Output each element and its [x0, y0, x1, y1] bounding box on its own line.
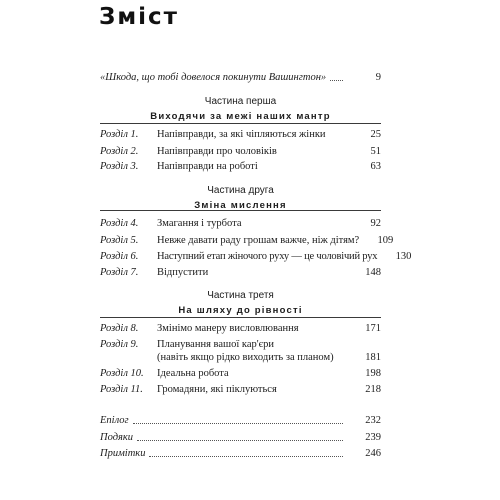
chapter-page: 130: [395, 251, 412, 262]
chapter-number: Розділ 6.: [100, 251, 139, 262]
toc-entry-epilogue[interactable]: [100, 414, 381, 427]
part-title: На шляху до рівності: [178, 305, 303, 316]
chapter-page: 171: [365, 323, 381, 334]
toc-entry-chapter-4[interactable]: [100, 217, 381, 230]
divider: [100, 123, 381, 124]
toc-entry-page: 9: [375, 72, 381, 83]
dot-leader: [330, 71, 343, 81]
chapter-title: Напівправди на роботі: [157, 161, 258, 172]
chapter-number: Розділ 8.: [100, 323, 139, 334]
dot-leader: [149, 447, 343, 457]
toc-entry-intro[interactable]: [100, 71, 381, 84]
toc-entry-chapter-5[interactable]: [100, 234, 394, 247]
part-label: Частина перша: [204, 96, 277, 107]
toc-entry-chapter-2[interactable]: [100, 145, 381, 158]
chapter-number: Розділ 7.: [100, 267, 139, 278]
chapter-title-cont: (навіть якщо рідко виходить за планом): [157, 352, 334, 363]
dot-leader: [133, 414, 343, 424]
chapter-number: Розділ 2.: [100, 146, 139, 157]
divider: [100, 317, 381, 318]
part-heading-2: [100, 184, 381, 212]
toc-entry-title: «Шкода, що тобі довелося покинути Вашингтон»: [100, 72, 327, 83]
toc-entry-title: Подяки: [100, 432, 134, 443]
chapter-title: Змагання і турбота: [157, 218, 242, 229]
chapter-page: 25: [370, 129, 381, 140]
part-label: Частина третя: [207, 290, 274, 301]
part-title: Зміна мислення: [194, 200, 287, 211]
chapter-number: Розділ 5.: [100, 235, 139, 246]
toc-entry-page: 232: [365, 415, 381, 426]
chapter-page: 92: [370, 218, 381, 229]
chapter-page: 148: [365, 267, 381, 278]
chapter-number: Розділ 11.: [100, 384, 143, 395]
toc-entry-chapter-1[interactable]: [100, 128, 381, 141]
part-label: Частина друга: [207, 185, 274, 196]
part-title: Виходячи за межі наших мантр: [150, 111, 331, 122]
toc-entry-page: 246: [365, 448, 381, 459]
chapter-title: Громадяни, які піклуються: [157, 384, 277, 395]
chapter-page: 181: [365, 352, 381, 363]
chapter-page: 198: [365, 368, 381, 379]
chapter-title: Змінімо манеру висловлювання: [157, 323, 299, 334]
toc-entry-chapter-11[interactable]: [100, 383, 381, 396]
dot-leader: [137, 431, 343, 441]
chapter-page: 51: [370, 146, 381, 157]
toc-entry-chapter-6[interactable]: [100, 250, 412, 263]
toc-entry-acknowledgments[interactable]: [100, 431, 381, 444]
toc-entry-title: Примітки: [100, 448, 146, 459]
chapter-number: Розділ 4.: [100, 218, 139, 229]
toc-entry-chapter-9[interactable]: [100, 338, 381, 364]
toc-entry-title: Епілог: [100, 415, 129, 426]
part-heading-1: [100, 95, 381, 123]
divider: [100, 210, 381, 211]
chapter-title: Відпустити: [157, 267, 209, 278]
toc-entry-chapter-10[interactable]: [100, 367, 381, 380]
chapter-title: Наступний етап жіночого руху — це чоловічий рух: [157, 251, 378, 262]
toc-entry-page: 239: [365, 432, 381, 443]
chapter-title: Ідеальна робота: [157, 368, 229, 379]
part-heading-3: [100, 289, 381, 317]
chapter-title: Невже давати раду грошам важче, ніж дітям?: [157, 235, 360, 246]
chapter-title: Напівправди про чоловіків: [157, 146, 277, 157]
toc-entry-chapter-8[interactable]: [100, 322, 381, 335]
chapter-number: Розділ 1.: [100, 129, 139, 140]
chapter-page: 218: [365, 384, 381, 395]
chapter-page: 63: [370, 161, 381, 172]
chapter-title: Напівправди, за які чіпляються жінки: [157, 129, 326, 140]
chapter-title: Планування вашої кар'єри: [157, 339, 275, 350]
toc-entry-chapter-3[interactable]: [100, 160, 381, 173]
chapter-number: Розділ 10.: [100, 368, 144, 379]
toc-entry-notes[interactable]: [100, 447, 381, 460]
page-title: Зміст: [99, 4, 179, 30]
chapter-number: Розділ 3.: [100, 161, 139, 172]
chapter-number: Розділ 9.: [100, 339, 139, 350]
chapter-page: 109: [377, 235, 394, 246]
toc-entry-chapter-7[interactable]: [100, 266, 381, 279]
